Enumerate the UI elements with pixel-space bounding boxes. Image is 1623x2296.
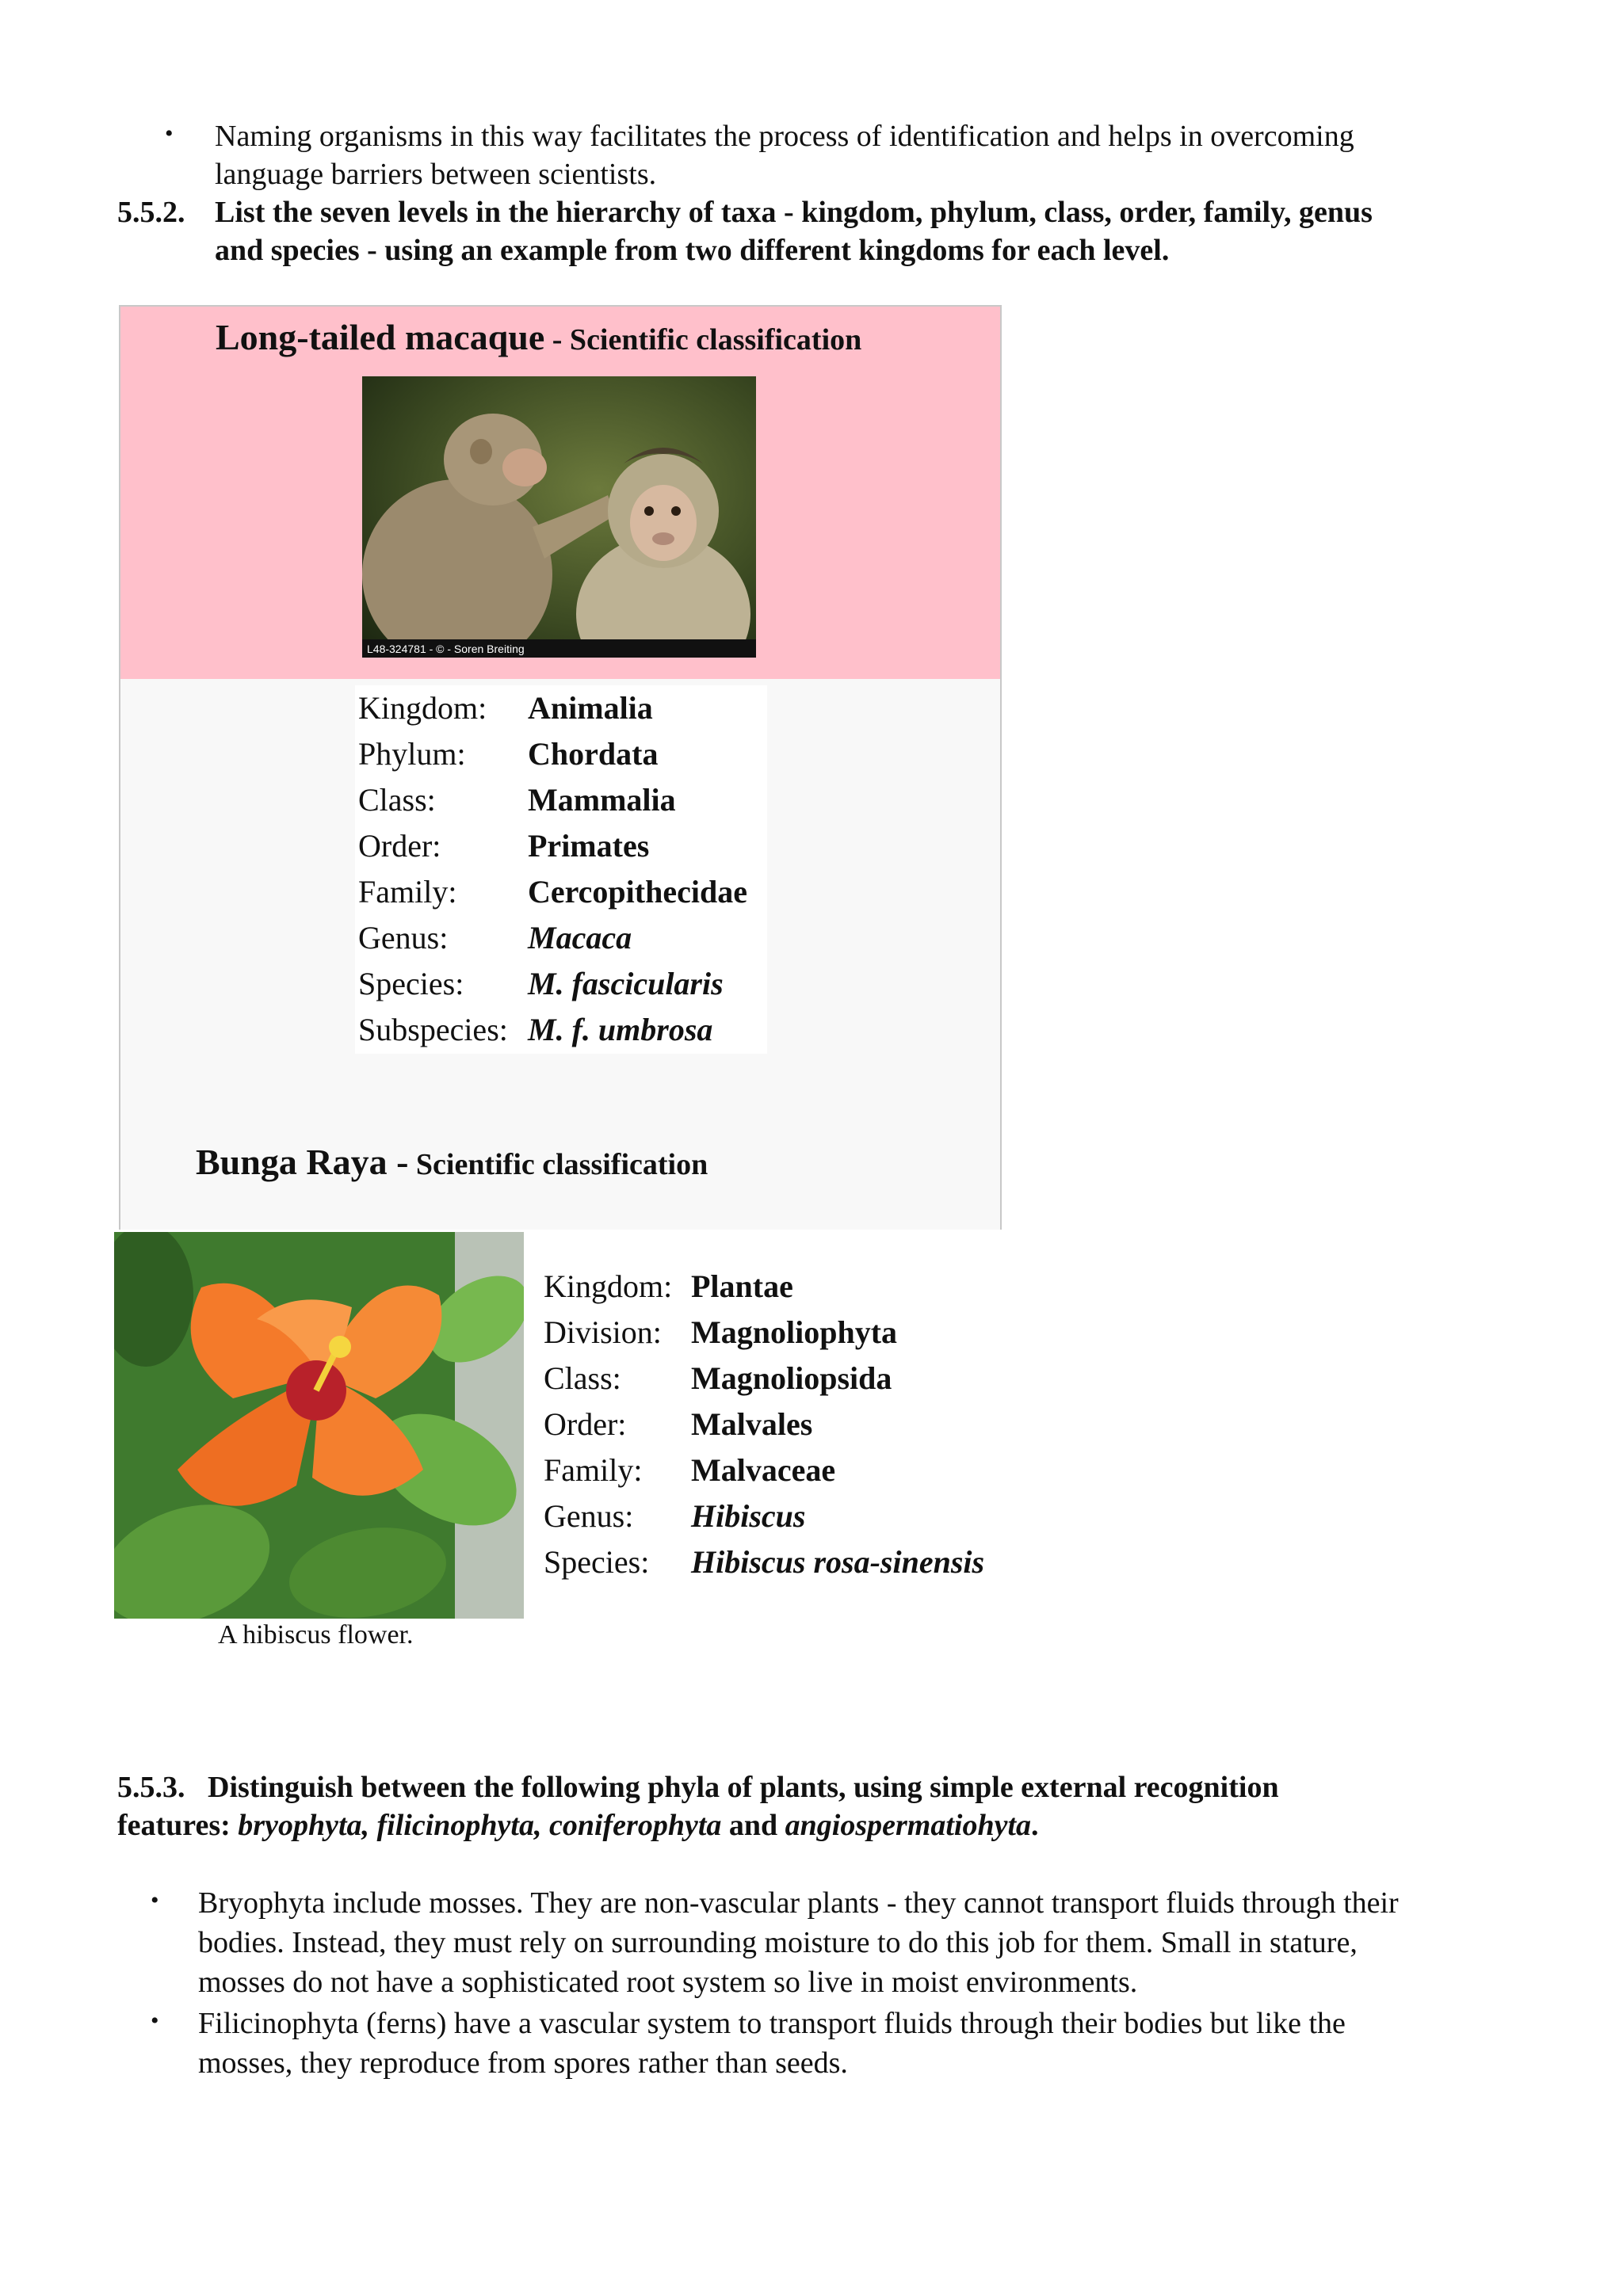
row-label: Genus: — [544, 1498, 634, 1534]
section-552-number: 5.5.2. — [117, 196, 185, 229]
section-553-term-2: angiospermatiohyta — [785, 1809, 1032, 1842]
row-label: Phylum: — [358, 736, 466, 772]
macaque-title-sub: - Scientific classification — [544, 323, 862, 357]
bunga-title-sub: Scientific classification — [408, 1148, 708, 1181]
row-value: Malvales — [691, 1406, 813, 1442]
section-553-line-2 — [117, 1806, 1039, 1844]
row-label: Division: — [544, 1314, 662, 1350]
row-value: Mammalia — [528, 782, 676, 818]
row-value: Primates — [528, 828, 650, 864]
section-553-term-1: bryophyta, filicinophyta, coniferophyta — [238, 1809, 722, 1842]
section-553-line-1-text: Distinguish between the following phyla of plants, using simple external recognition — [208, 1771, 1279, 1804]
hibiscus-caption: A hibiscus flower. — [218, 1620, 414, 1650]
row-label: Genus: — [358, 920, 449, 955]
bunga-raya-title — [196, 1141, 708, 1183]
hibiscus-classification-table — [540, 1264, 1016, 1596]
macaque-photo — [362, 376, 756, 658]
filicinophyta-line-2: mosses, they reproduce from spores rather than seeds. — [198, 2046, 848, 2080]
section-553-line-1 — [117, 1768, 1279, 1806]
section-552-line-2: and species - using an example from two different kingdoms for each level. — [215, 234, 1170, 267]
bunga-title-main: Bunga Raya - — [196, 1142, 409, 1182]
bullet-dot: • — [165, 120, 174, 147]
row-label: Species: — [544, 1544, 650, 1580]
section-553-prefix: features: — [117, 1809, 239, 1842]
row-label: Class: — [544, 1360, 621, 1396]
row-value: M. fascicularis — [528, 966, 724, 1001]
section-552-line-1: List the seven levels in the hierarchy of taxa - kingdom, phylum, class, order, family, genus — [215, 196, 1373, 229]
row-label: Order: — [358, 828, 441, 864]
row-label: Subspecies: — [358, 1012, 508, 1047]
bullet-dot: • — [151, 1887, 159, 1913]
row-label: Species: — [358, 966, 464, 1001]
bryophyta-line-1: Bryophyta include mosses. They are non-vascular plants - they cannot transport fluids through their — [198, 1886, 1399, 1920]
row-value: Hibiscus rosa-sinensis — [691, 1544, 985, 1580]
intro-bullet-line-2: language barriers between scientists. — [215, 158, 657, 191]
row-value: Magnoliopsida — [691, 1360, 892, 1396]
row-label: Class: — [358, 782, 436, 818]
intro-bullet-line-1: Naming organisms in this way facilitates the process of identification and helps in overcoming — [215, 120, 1354, 153]
classification-panel — [119, 305, 1002, 1230]
row-value: Plantae — [691, 1268, 793, 1304]
macaque-title-main: Long-tailed macaque — [216, 317, 545, 357]
macaque-photo-credit: L48-324781 - © - Soren Breiting — [367, 643, 525, 655]
row-label: Kingdom: — [358, 690, 487, 726]
row-value: Macaca — [528, 920, 632, 955]
macaque-title — [216, 316, 861, 358]
bryophyta-line-2: bodies. Instead, they must rely on surrounding moisture to do this job for them. Small in stature, — [198, 1926, 1358, 1959]
row-value: Malvaceae — [691, 1452, 836, 1488]
row-label: Kingdom: — [544, 1268, 673, 1304]
row-label: Order: — [544, 1406, 627, 1442]
row-value: Cercopithecidae — [528, 874, 747, 910]
row-value: Animalia — [528, 690, 653, 726]
row-value: M. f. umbrosa — [528, 1012, 713, 1047]
macaque-classification-table — [355, 685, 767, 1054]
hibiscus-photo-image — [114, 1232, 524, 1619]
row-value: Hibiscus — [691, 1498, 806, 1534]
row-value: Magnoliophyta — [691, 1314, 898, 1350]
macaque-photo-image — [362, 376, 756, 658]
hibiscus-photo — [114, 1232, 524, 1619]
bryophyta-line-3: mosses do not have a sophisticated root system so live in moist environments. — [198, 1966, 1138, 1999]
row-label: Family: — [544, 1452, 643, 1488]
row-value: Chordata — [528, 736, 659, 772]
section-553-end: . — [1031, 1809, 1039, 1842]
bullet-dot: • — [151, 2008, 159, 2034]
section-553-number: 5.5.3. — [117, 1771, 185, 1804]
section-553-and: and — [721, 1809, 785, 1842]
filicinophyta-line-1: Filicinophyta (ferns) have a vascular system to transport fluids through their bodies but like the — [198, 2007, 1346, 2040]
row-label: Family: — [358, 874, 457, 910]
